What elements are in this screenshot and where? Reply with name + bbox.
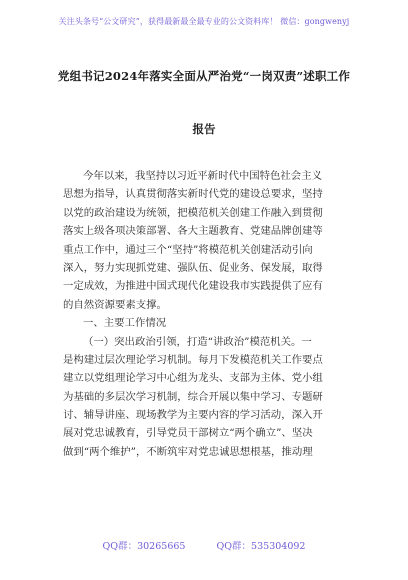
body-line: 深入，努力实现抓党建、强队伍、促业务、保发展，取得: [63, 261, 323, 274]
footer: [0, 538, 408, 552]
body-line: 思想为指导，认真贯彻落实新时代党的建设总要求，坚持: [63, 188, 323, 201]
document-subtitle: 报告: [192, 122, 216, 136]
body-line: 今年以来，我坚持以习近平新时代中国特色社会主义: [83, 170, 322, 182]
footer-qq-group-1: QQ群：30265665: [102, 541, 186, 552]
body-line: 以党的政治建设为统领，把模范机关创建工作融入到贯彻: [63, 206, 323, 219]
body-line: 落实上级各项决策部署、各大主题教育、党建品牌创建等: [63, 225, 323, 238]
document-title: 党组书记2024年落实全面从严治党“一岗双责”述职工作: [57, 69, 351, 83]
header-note: 关注头条号“公文研究”，获得最新最全最专业的公文资料库！ 微信：gongwenyj: [58, 17, 350, 26]
document-body: [63, 167, 353, 461]
body-line: 做到“两个维护”，不断筑牢对党忠诚思想根基，推动理: [63, 445, 313, 458]
body-line: 讨、辅导讲座、现场教学为主要内容的学习活动，深入开: [63, 409, 323, 422]
footer-qq-group-2: QQ群：535304092: [216, 541, 306, 552]
body-line: 重点工作中，通过三个“坚持”将模范机关创建活动引向: [63, 243, 313, 256]
body-line: 一定成效，为推进中国式现代化建设我市实践提供了应有: [63, 280, 323, 293]
body-line: 展对党忠诚教育，引导党员干部树立“两个确立”、坚决: [63, 427, 313, 440]
body-line: 为基础的多层次学习机制，综合开展以集中学习、专题研: [63, 390, 323, 403]
body-line: 的自然资源要素支撑。: [63, 298, 167, 311]
section-heading: 一、主要工作情况: [83, 317, 167, 330]
body-line: 是构建过层次理论学习机制。每月下发模范机关工作要点: [63, 353, 323, 366]
body-line: （一）突出政治引领，打造“讲政治”模范机关。一: [83, 335, 312, 348]
body-line: 建立以党组理论学习中心组为龙头、支部为主体、党小组: [63, 372, 323, 385]
